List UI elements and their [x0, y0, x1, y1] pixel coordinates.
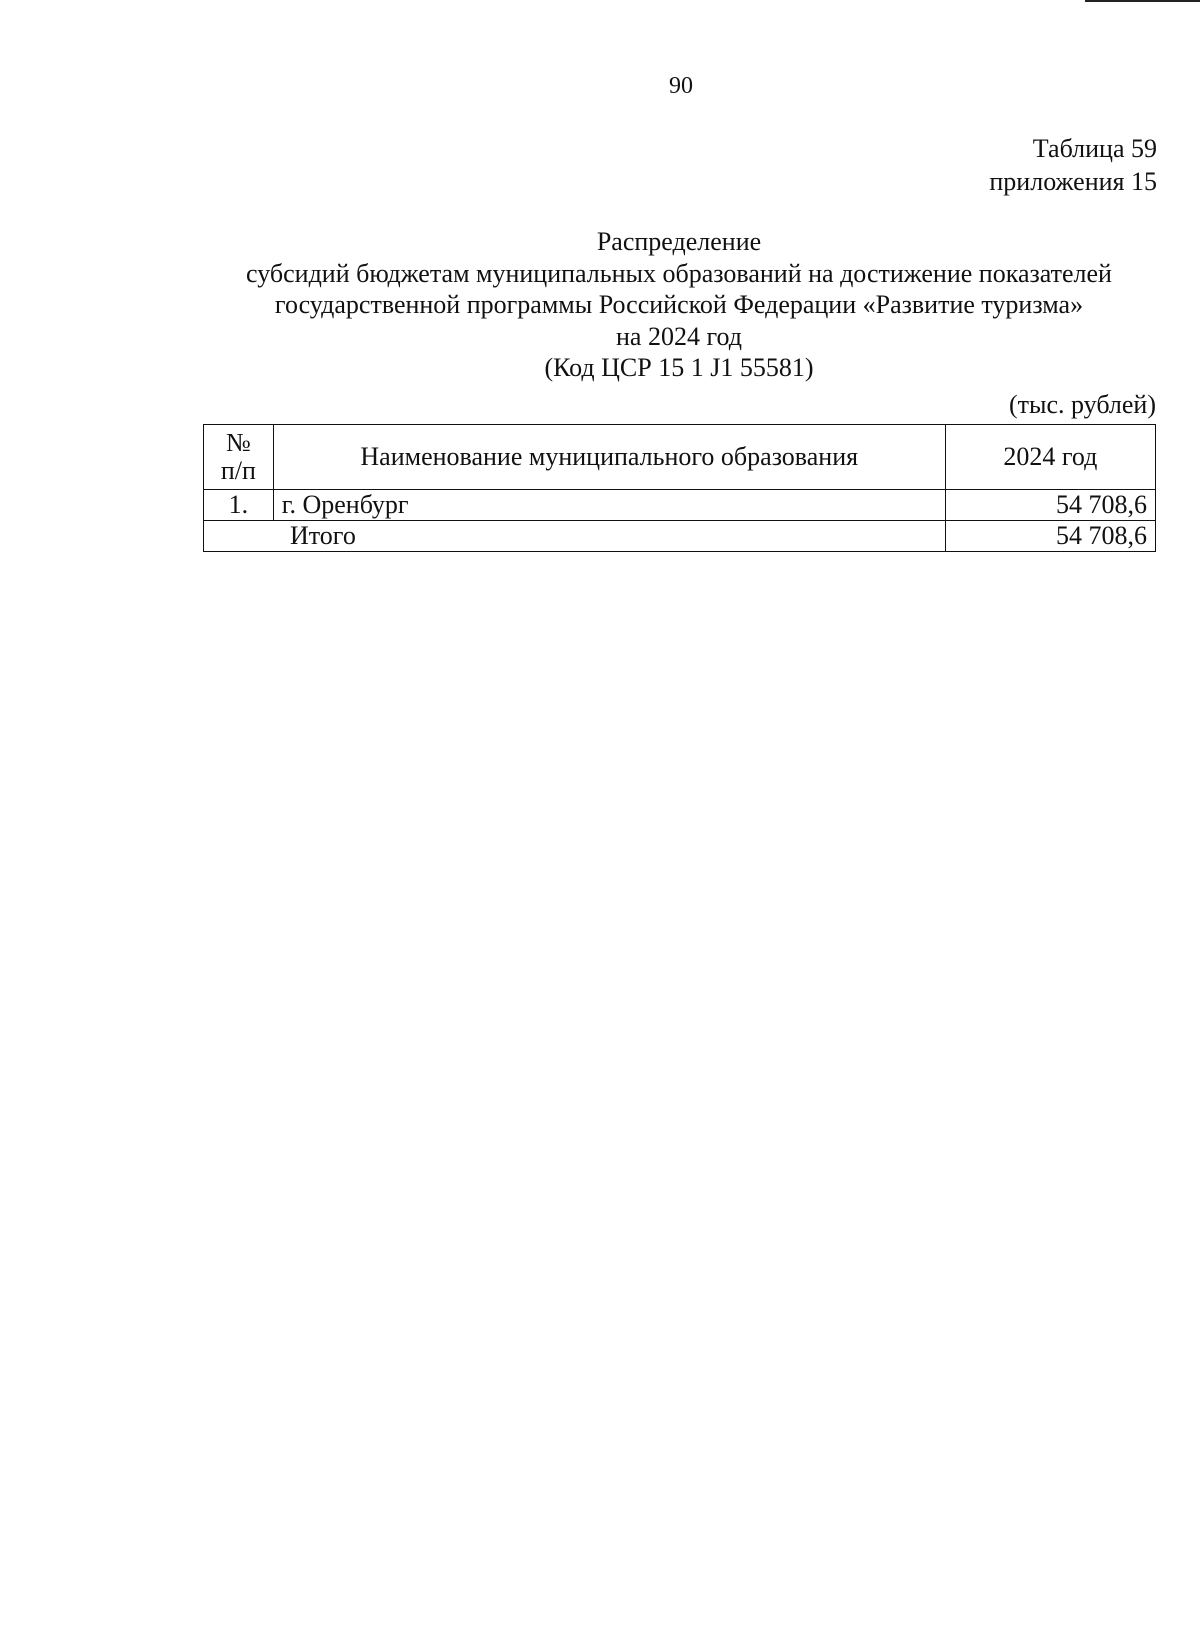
header-year: 2024 год [945, 425, 1155, 490]
table-row [204, 490, 1156, 521]
total-row [204, 521, 1156, 552]
page-number: 90 [669, 73, 693, 99]
units-label: (тыс. рублей) [1008, 390, 1156, 419]
row-amount: 54 708,6 [945, 490, 1155, 521]
title-line-3: государственной программы Российской Федерации «Развитие туризма» [274, 290, 1084, 319]
header-number-abbrev: п/п [220, 456, 256, 485]
table-reference [989, 132, 1157, 198]
header-number [204, 425, 274, 490]
total-amount: 54 708,6 [945, 521, 1155, 552]
title-line-5: (Код ЦСР 15 1 J1 55581) [544, 353, 814, 382]
title-line-4: на 2024 год [616, 321, 742, 351]
table-header-row [204, 425, 1156, 490]
table-ref-appendix: приложения 15 [989, 167, 1157, 196]
row-municipality: г. Оренбург [273, 490, 945, 521]
row-number: 1. [204, 490, 274, 521]
header-name: Наименование муниципального образования [273, 425, 945, 490]
table-ref-line: Таблица 59 [1032, 134, 1157, 163]
top-rule [1085, 0, 1200, 2]
distribution-table [203, 424, 1156, 552]
total-label: Итого [204, 521, 946, 552]
header-number-symbol: № [225, 428, 251, 457]
document-title [204, 226, 1154, 384]
title-line-1: Распределение [596, 227, 762, 256]
title-line-2: субсидий бюджетам муниципальных образований на достижение показателей [246, 258, 1112, 288]
